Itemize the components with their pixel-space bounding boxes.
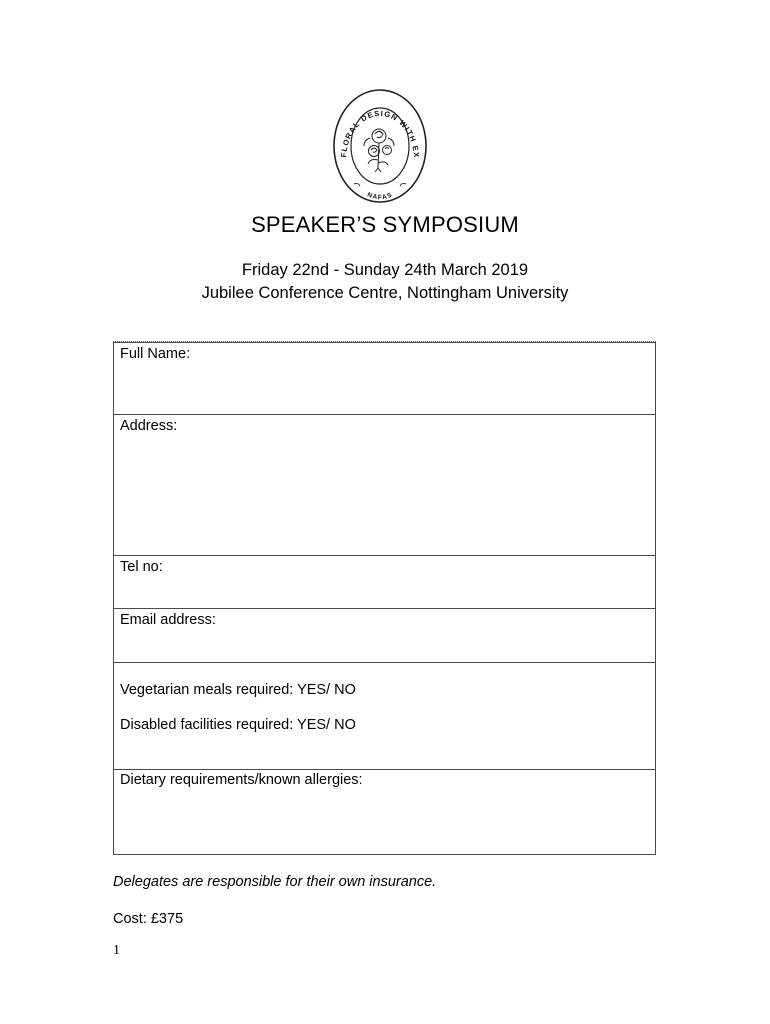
disabled-facilities-option[interactable]: Disabled facilities required: YES/ NO	[120, 717, 356, 733]
event-venue: Jubilee Conference Centre, Nottingham University	[201, 284, 569, 302]
svg-text:FLORAL DESIGN WITH EXCELLENCE	[332, 88, 421, 159]
tel-field[interactable]	[114, 556, 655, 609]
dietary-field[interactable]	[114, 770, 655, 854]
nafas-emblem	[332, 88, 428, 206]
event-dates: Friday 22nd - Sunday 24th March 2019	[241, 261, 529, 279]
page-number: 1	[113, 943, 120, 958]
address-field[interactable]	[114, 415, 655, 556]
dietary-label: Dietary requirements/known allergies:	[120, 772, 363, 788]
registration-form	[113, 342, 656, 855]
email-field[interactable]	[114, 609, 655, 663]
requirements-section	[114, 663, 655, 770]
tel-label: Tel no:	[120, 559, 163, 575]
rose-icon	[364, 129, 394, 172]
page-title: SPEAKER’S SYMPOSIUM	[251, 212, 519, 237]
logo-bottom-text: NAFAS	[366, 191, 394, 202]
full-name-label: Full Name:	[120, 346, 191, 362]
nafas-logo	[332, 88, 428, 206]
logo-arc-text: FLORAL DESIGN WITH EX	[339, 108, 422, 159]
svg-text:NAFAS	[366, 191, 394, 201]
email-label: Email address:	[120, 612, 216, 628]
cost-text: Cost: £375	[113, 911, 184, 927]
address-label: Address:	[120, 418, 178, 434]
vegetarian-option[interactable]: Vegetarian meals required: YES/ NO	[120, 682, 356, 698]
full-name-field[interactable]	[114, 343, 655, 415]
insurance-note: Delegates are responsible for their own insurance.	[113, 874, 437, 890]
